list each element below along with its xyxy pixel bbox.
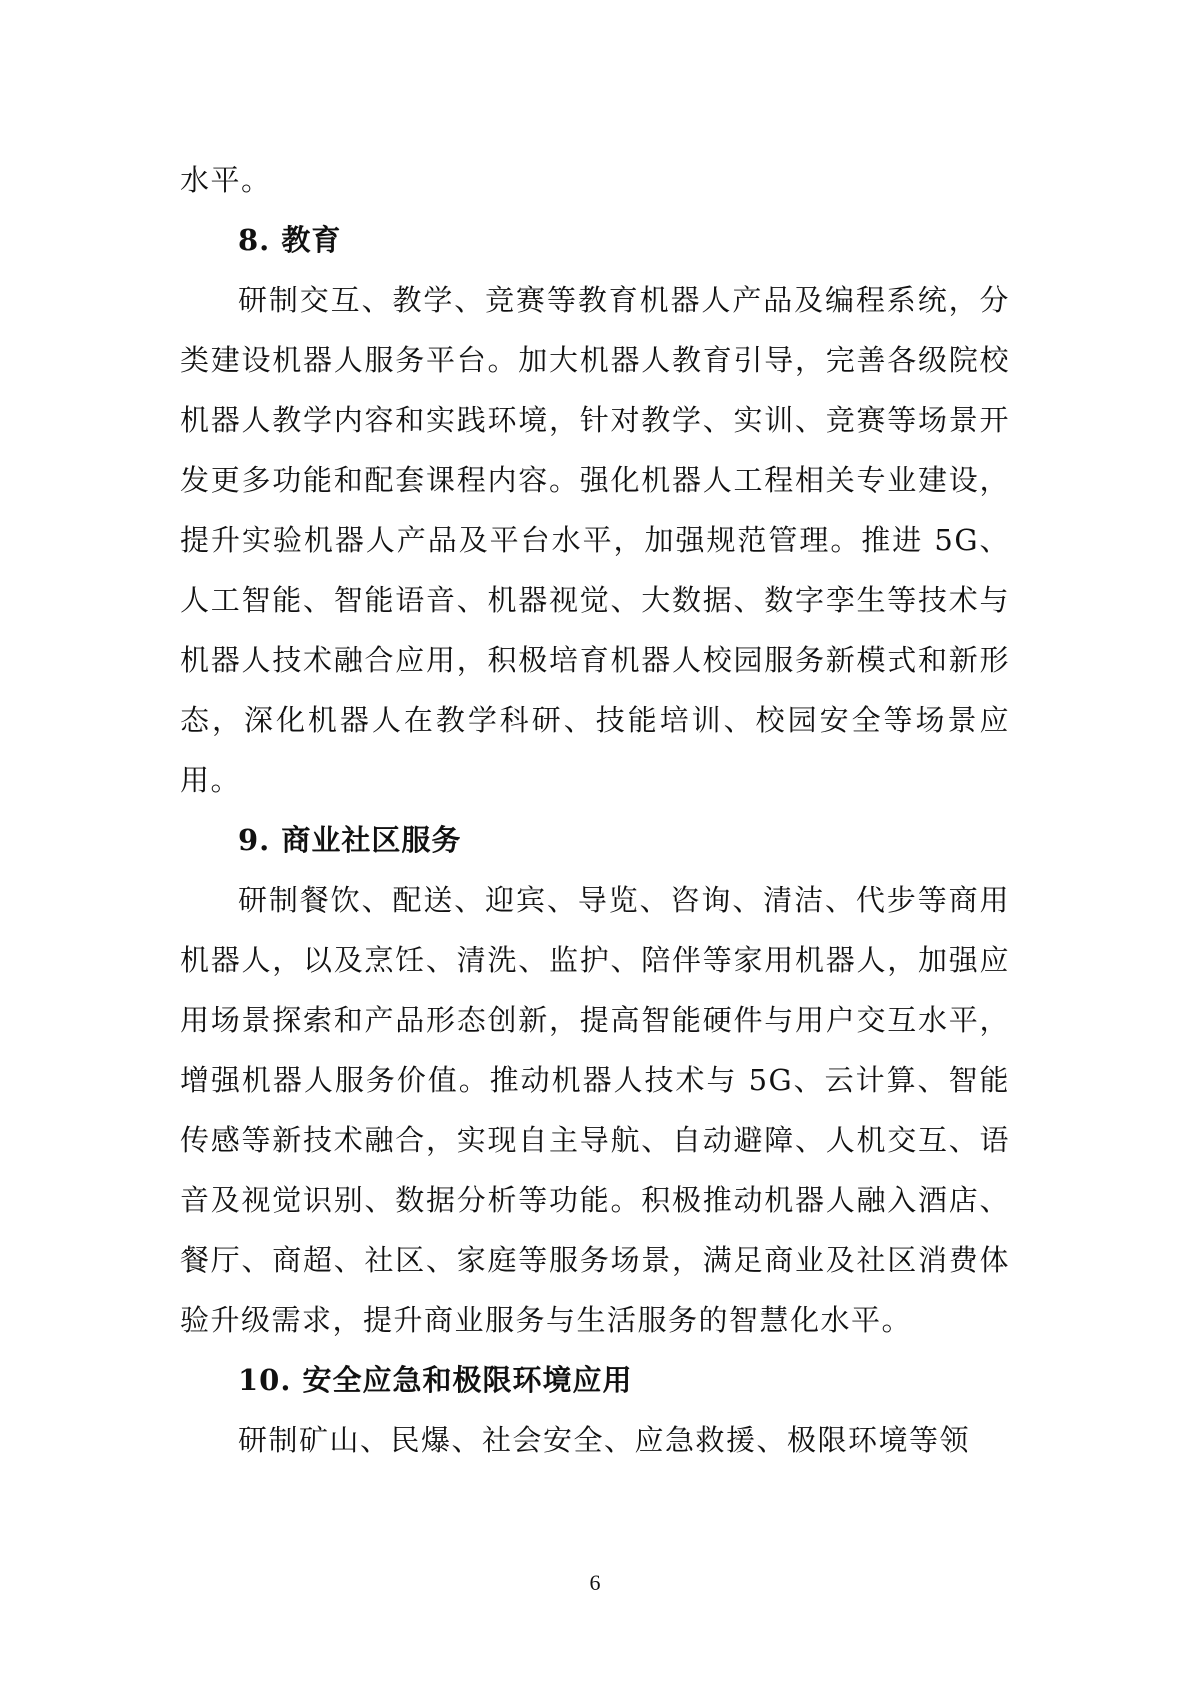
page-number: 6 [589, 1570, 601, 1595]
paragraph-commercial-community-service: 研制餐饮、配送、迎宾、导览、咨询、清洁、代步等商用机器人，以及烹饪、清洗、监护、陪伴等家用机器人，加强应用场景探索和产品形态创新，提高智能硬件与用户交互水平，增强机器人服务价值。推动机器人技术与 5G、云计算、智能传感等新技术融合，实现自主导航、自动避障、人机交互、语音及视觉识别、数据分析等功能。积极推动机器人融入酒店、餐厅、商超、社区、家庭等服务场景，满足商业及社区消费体验升级需求，提升商业服务与生活服务的智慧化水平。 [180, 883, 1010, 1337]
continuation-text: 水平。 [180, 163, 272, 197]
document-body [180, 150, 1010, 1470]
paragraph-safety-emergency: 研制矿山、民爆、社会安全、应急救援、极限环境等领 [238, 1423, 971, 1457]
section-heading-safety-emergency: 10. 安全应急和极限环境应用 [238, 1363, 633, 1397]
section-heading-commercial-community-service: 9. 商业社区服务 [238, 823, 462, 857]
section-heading-education: 8. 教育 [238, 223, 342, 257]
paragraph-education: 研制交互、教学、竞赛等教育机器人产品及编程系统，分类建设机器人服务平台。加大机器人教育引导，完善各级院校机器人教学内容和实践环境，针对教学、实训、竞赛等场景开发更多功能和配套课程内容。强化机器人工程相关专业建设，提升实验机器人产品及平台水平，加强规范管理。推进 5G、人工智能、智能语音、机器视觉、大数据、数字孪生等技术与机器人技术融合应用，积极培育机器人校园服务新模式和新形态，深化机器人在教学科研、技能培训、校园安全等场景应用。 [180, 283, 1010, 797]
